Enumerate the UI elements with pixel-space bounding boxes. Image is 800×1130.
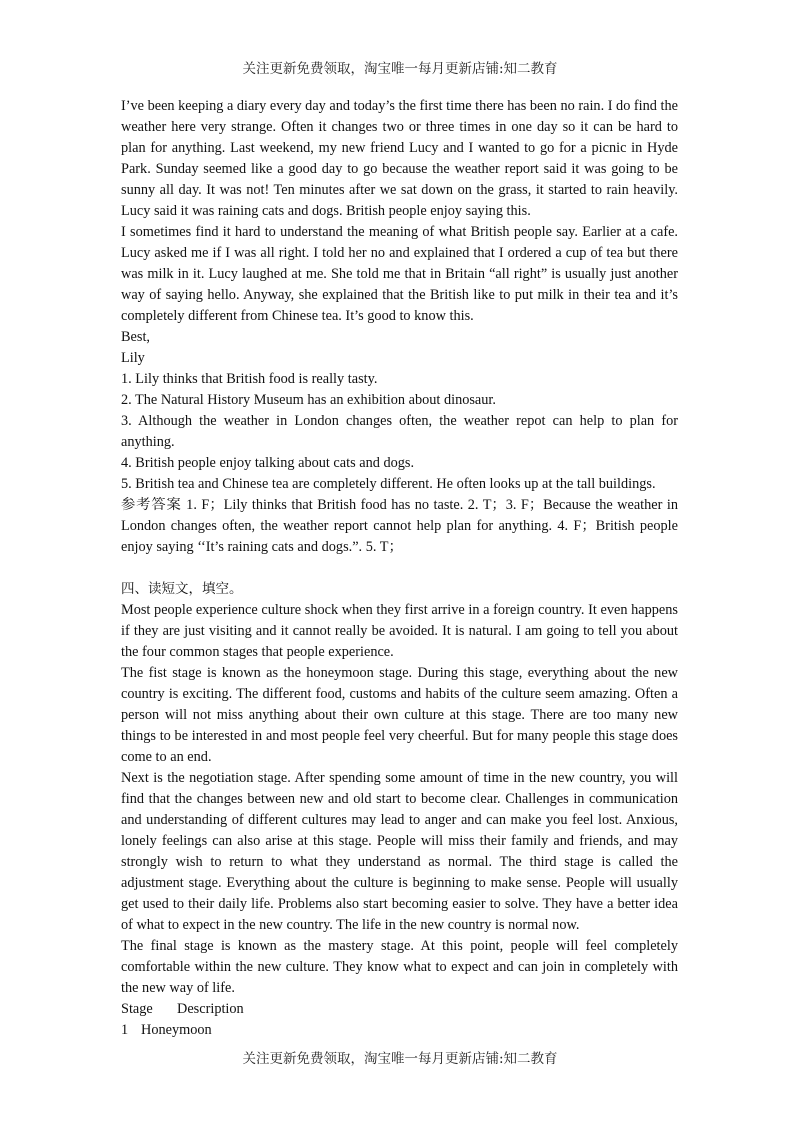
table-row xyxy=(121,1020,678,1041)
statement-1: 1. Lily thinks that British food is really tasty. xyxy=(121,371,378,387)
diary-signature: Lily xyxy=(121,350,145,366)
document-body xyxy=(121,96,678,1041)
table-row-stage: Honeymoon xyxy=(141,1022,212,1038)
section-heading: 四、读短文，填空。 xyxy=(121,581,243,597)
diary-closing: Best, xyxy=(121,329,150,345)
passage-paragraph-2: The fist stage is known as the honeymoon stage. During this stage, everything about the new country is exciting. The different food, customs and habits of the culture seem amazing. Often a person will not miss anything about their own culture at this stage. There are too many new things to be interested in and most people feel very cheerful. But for many people this stage does come to an end. xyxy=(121,665,678,765)
passage-paragraph-4: The final stage is known as the mastery stage. At this point, people will feel completely comfortable within the new culture. They know what to expect and can join in completely with the new way of life. xyxy=(121,938,678,996)
answer-key: 参考答案 1. F；Lily thinks that British food has no taste. 2. T；3. F；Because the weather in London changes often, the weather report cannot help plan for anything. 4. F；British people enjoy saying ‘‘It’s raining cats and dogs.”. 5. T； xyxy=(121,497,678,555)
diary-paragraph-1: I’ve been keeping a diary every day and today’s the first time there has been no rain. I do find the weather here very strange. Often it changes two or three times in one day so it can be hard to plan for anything. Last weekend, my new friend Lucy and I wanted to go for a picnic in Hyde Park. Sunday seemed like a good day to go because the weather report said it was going to be sunny all day. It was not! Ten minutes after we sat down on the grass, it started to rain heavily. Lucy said it was raining cats and dogs. British people enjoy saying this. xyxy=(121,98,678,219)
page-header: 关注更新免费领取，淘宝唯一每月更新店铺:知二教育 xyxy=(242,61,558,77)
table-row-number: 1 xyxy=(121,1022,129,1038)
passage-paragraph-1: Most people experience culture shock when they first arrive in a foreign country. It even happens if they are just visiting and it cannot really be avoided. It is natural. I am going to tell you about the four common stages that people experience. xyxy=(121,602,678,660)
statement-4: 4. British people enjoy talking about cats and dogs. xyxy=(121,455,415,471)
statement-2: 2. The Natural History Museum has an exhibition about dinosaur. xyxy=(121,392,496,408)
passage-paragraph-3: Next is the negotiation stage. After spending some amount of time in the new country, you will find that the changes between new and old start to become clear. Challenges in communication and understanding of different cultures may lead to anger and can make you feel lost. Anxious, lonely feelings can also arise at this stage. People will miss their family and friends, and may strongly wish to return to what they understand as normal. The third stage is called the adjustment stage. Everything about the culture is beginning to make sense. People will usually get used to their daily life. Problems also start becoming easier to solve. They have a better idea of what to expect in the new country. The life in the new country is normal now. xyxy=(121,770,678,933)
table-header-stage: Stage xyxy=(121,1001,153,1017)
statement-3: 3. Although the weather in London changes often, the weather repot can help to plan for anything. xyxy=(121,413,678,450)
table-header-description: Description xyxy=(177,1001,244,1017)
blank-line xyxy=(121,558,678,579)
statement-5: 5. British tea and Chinese tea are completely different. He often looks up at the tall buildings. xyxy=(121,476,656,492)
diary-paragraph-2: I sometimes find it hard to understand the meaning of what British people say. Earlier at a cafe. Lucy asked me if I was all right. I told her no and explained that I ordered a cup of tea but there was milk in it. Lucy laughed at me. She told me that in Britain “all right” is usually just another way of saying hello. Anyway, she explained that the British like to put milk in their tea and it’s completely different from Chinese tea. It’s good to know this. xyxy=(121,224,678,324)
table-header-row xyxy=(121,999,678,1020)
page-footer: 关注更新免费领取，淘宝唯一每月更新店铺:知二教育 xyxy=(242,1051,558,1067)
